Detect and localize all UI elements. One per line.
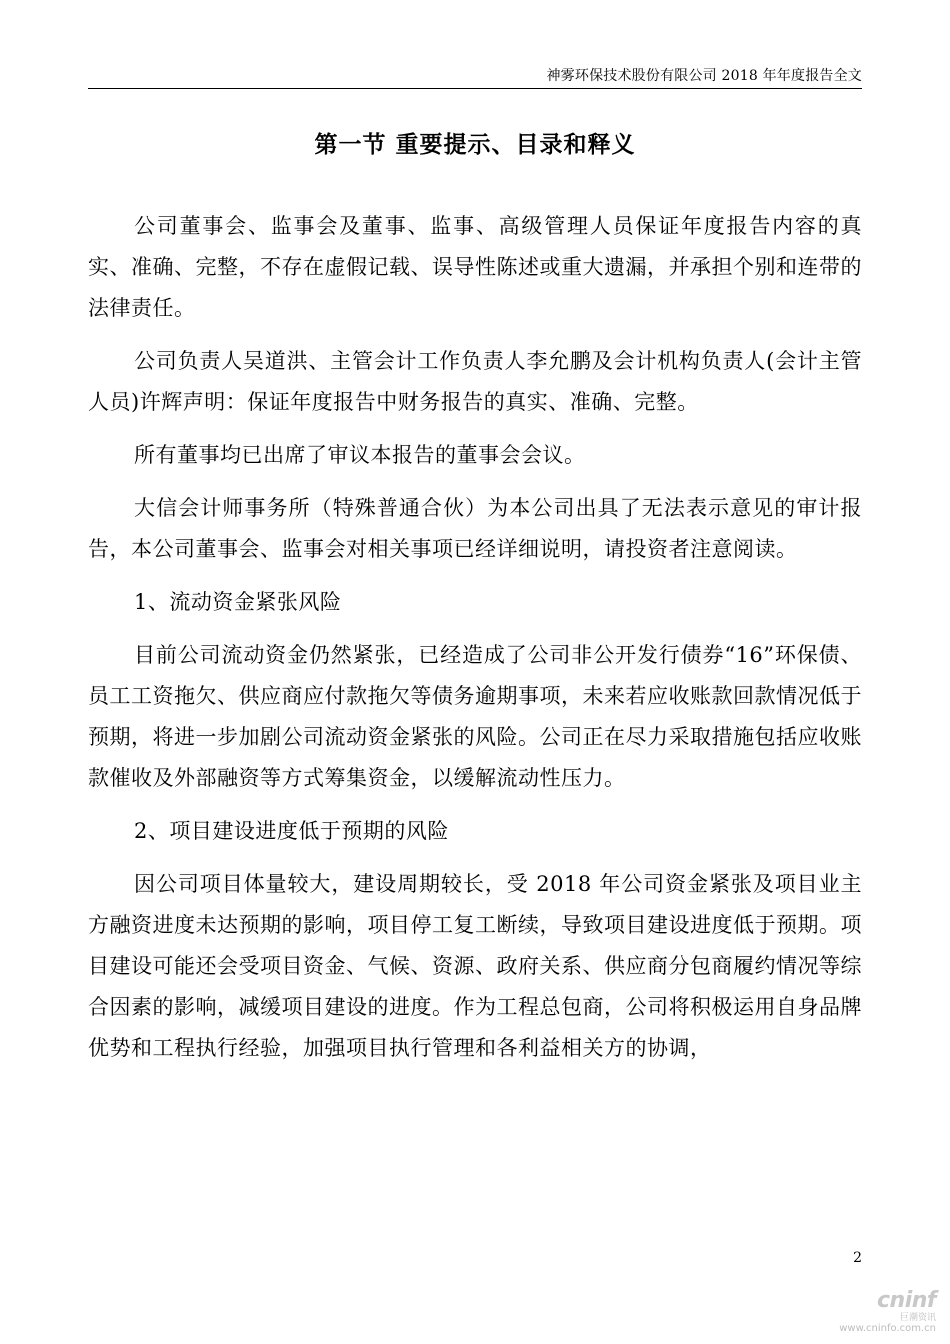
paragraph-directors-attendance: 所有董事均已出席了审议本报告的董事会会议。 [134, 443, 586, 467]
paragraph-responsible-persons: 公司负责人吴道洪、主管会计工作负责人李允鹏及会计机构负责人(会计主管人员)许辉声明：保证年度报告中财务报告的真实、准确、完整。 [88, 349, 862, 414]
running-header: 神雾环保技术股份有限公司 2018 年年度报告全文 [546, 68, 862, 84]
paragraph-board-guarantee: 公司董事会、监事会及董事、监事、高级管理人员保证年度报告内容的真实、准确、完整，不存在虚假记载、误导性陈述或重大遗漏，并承担个别和连带的法律责任。 [88, 214, 862, 320]
risk-heading-project-delay: 2、项目建设进度低于预期的风险 [134, 819, 449, 843]
watermark-subtext: 巨潮资讯 [899, 1313, 936, 1323]
watermark-url: www.cninfo.com.cn [839, 1323, 936, 1334]
cninfo-watermark [818, 1290, 936, 1334]
paragraph-liquidity-risk: 目前公司流动资金仍然紧张，已经造成了公司非公开发行债券“16”环保债、员工工资拖欠、供应商应付款拖欠等债务逾期事项，未来若应收账款回款情况低于预期，将进一步加剧公司流动资金紧张的风险。公司正在尽力采取措施包括应收账款催收及外部融资等方式筹集资金，以缓解流动性压力。 [88, 643, 862, 790]
paragraph-audit-opinion: 大信会计师事务所（特殊普通合伙）为本公司出具了无法表示意见的审计报告，本公司董事会、监事会对相关事项已经详细说明，请投资者注意阅读。 [88, 496, 862, 561]
risk-heading-liquidity: 1、流动资金紧张风险 [134, 590, 342, 614]
header-divider [88, 88, 862, 89]
watermark-logo: cninf [877, 1288, 936, 1313]
document-body [88, 206, 862, 1081]
section-title: 第一节 重要提示、目录和释义 [314, 131, 636, 158]
paragraph-project-delay-risk: 因公司项目体量较大，建设周期较长，受 2018 年公司资金紧张及项目业主方融资进度未达预期的影响，项目停工复工断续，导致项目建设进度低于预期。项目建设可能还会受项目资金、气候、资源、政府关系、供应商分包商履约情况等综合因素的影响，减缓项目建设的进度。作为工程总包商，公司将积极运用自身品牌优势和工程执行经验，加强项目执行管理和各利益相关方的协调， [88, 872, 862, 1060]
page-number: 2 [853, 1250, 862, 1266]
